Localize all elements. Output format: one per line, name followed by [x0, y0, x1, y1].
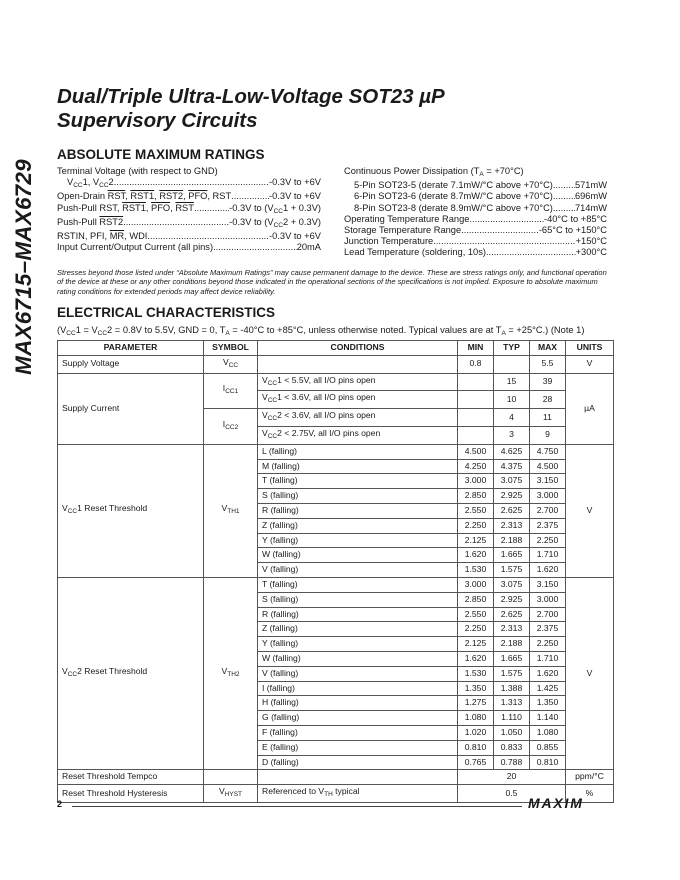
units-cell: ppm/°C — [566, 770, 614, 785]
cond-cell: S (falling) — [258, 489, 458, 504]
leader-dots — [553, 180, 575, 191]
cond-cell: E (falling) — [258, 740, 458, 755]
symbol-cell: $V_{HYST}$ — [204, 785, 258, 803]
min-cell — [458, 409, 494, 427]
rating-value: 571mW — [574, 180, 607, 191]
column-header: CONDITIONS — [258, 341, 458, 356]
cond-cell: R (falling) — [258, 607, 458, 622]
symbol-cell: $V_{TH2}$ — [204, 577, 258, 769]
max-cell: 4.500 — [530, 459, 566, 474]
table-row — [58, 444, 614, 459]
typ-cell: 10 — [494, 391, 530, 409]
units-cell: µA — [566, 373, 614, 444]
rating-value: -0.3V to $(V_{CC}2 + 0.3V)$ — [229, 216, 321, 229]
rating-label: RSTIN, PFI, $\overline{MR}$, WDI — [57, 231, 148, 242]
column-header: UNITS — [566, 341, 614, 356]
min-cell: 0.765 — [458, 755, 494, 770]
max-cell: 28 — [530, 391, 566, 409]
typ-cell: 2.313 — [494, 622, 530, 637]
typ-cell: 1.050 — [494, 725, 530, 740]
min-cell: 2.250 — [458, 518, 494, 533]
leader-dots — [433, 236, 575, 247]
column-header: MAX — [530, 341, 566, 356]
leader-dots — [231, 191, 269, 202]
min-cell — [458, 373, 494, 391]
max-cell: 11 — [530, 409, 566, 427]
rating-label: Junction Temperature — [344, 236, 434, 247]
ec-table — [57, 340, 614, 803]
cond-cell: I (falling) — [258, 681, 458, 696]
leader-dots — [469, 214, 544, 225]
max-cell: 1.710 — [530, 548, 566, 563]
max-cell: 4.750 — [530, 444, 566, 459]
table-row — [58, 577, 614, 592]
typ-cell: 0.788 — [494, 755, 530, 770]
cond-cell: $V_{CC}1 < 5.5V$, all I/O pins open — [258, 373, 458, 391]
param-cell: Supply Voltage — [58, 355, 204, 373]
min-cell: 3.000 — [458, 577, 494, 592]
amr-left-list — [57, 166, 321, 253]
rating-label: Operating Temperature Range — [344, 213, 470, 224]
right-rating-row — [344, 225, 607, 236]
cond-cell: Y (falling) — [258, 637, 458, 652]
typ-cell: 1.313 — [494, 696, 530, 711]
leader-dots — [553, 203, 575, 214]
min-cell: 4.500 — [458, 444, 494, 459]
rating-label: Terminal Voltage (with respect to GND) — [57, 166, 218, 176]
cond-cell: W (falling) — [258, 651, 458, 666]
ec-conditions: ($V_{CC}1 = V_{CC}2 = 0.8V$ to 5.5V, GND = 0, $T_A = -40^\circ C$ to +85°C, unless otherwise noted. Typical values are at $T_A = +25^\circ C$.) (Note 1) — [57, 325, 585, 337]
max-cell: 3.000 — [530, 489, 566, 504]
cond-cell: V (falling) — [258, 563, 458, 578]
cond-cell: $V_{CC}2 < 3.6V$, all I/O pins open — [258, 409, 458, 427]
typ-cell: 3.075 — [494, 577, 530, 592]
cond-cell: $V_{CC}1 < 3.6V$, all I/O pins open — [258, 391, 458, 409]
min-cell: 0.810 — [458, 740, 494, 755]
page-title — [57, 85, 445, 133]
typ-cell: 1.110 — [494, 711, 530, 726]
typ-cell: 2.313 — [494, 518, 530, 533]
max-cell: 2.375 — [530, 622, 566, 637]
ec-heading: ELECTRICAL CHARACTERISTICS — [57, 305, 276, 320]
typ-cell: 1.665 — [494, 651, 530, 666]
typ-cell: 15 — [494, 373, 530, 391]
typ-cell: 4.375 — [494, 459, 530, 474]
typ-cell: 0.5 — [458, 785, 566, 803]
min-cell: 1.080 — [458, 711, 494, 726]
rating-label: Push-Pull RST, RST1, $\overline{PFO}$, $\overline{RST}$ — [57, 202, 194, 213]
title-line-1: Dual/Triple Ultra-Low-Voltage SOT23 µP — [57, 85, 445, 108]
right-rating-row — [344, 203, 607, 214]
units-cell: V — [566, 577, 614, 769]
cond-cell: H (falling) — [258, 696, 458, 711]
min-cell: 2.125 — [458, 637, 494, 652]
rating-label: Storage Temperature Range — [344, 225, 462, 236]
rating-value: 696mW — [574, 191, 607, 202]
maxim-logo: MAXIM — [528, 795, 584, 811]
cond-cell: Y (falling) — [258, 533, 458, 548]
typ-cell: 1.665 — [494, 548, 530, 563]
symbol-cell: $I_{CC2}$ — [204, 409, 258, 445]
column-header: SYMBOL — [204, 341, 258, 356]
rating-value: -40°C to +85°C — [544, 213, 607, 224]
min-cell: 2.550 — [458, 503, 494, 518]
max-cell: 1.140 — [530, 711, 566, 726]
rating-value: +300°C — [575, 247, 607, 258]
min-cell — [458, 426, 494, 444]
min-cell: 2.850 — [458, 489, 494, 504]
leader-dots — [213, 242, 297, 253]
typ-cell — [494, 355, 530, 373]
min-cell: 1.620 — [458, 548, 494, 563]
cond-cell: W (falling) — [258, 548, 458, 563]
cond-cell: F (falling) — [258, 725, 458, 740]
max-cell: 3.000 — [530, 592, 566, 607]
symbol-cell — [204, 770, 258, 785]
cond-cell: Referenced to $V_{TH}$ typical — [258, 785, 458, 803]
max-cell: 3.150 — [530, 577, 566, 592]
min-cell: 4.250 — [458, 459, 494, 474]
cond-cell — [258, 355, 458, 373]
max-cell: 1.350 — [530, 696, 566, 711]
leader-dots — [486, 247, 576, 258]
typ-cell: 3 — [494, 426, 530, 444]
max-cell: 1.080 — [530, 725, 566, 740]
cond-cell: L (falling) — [258, 444, 458, 459]
typ-cell: 3.075 — [494, 474, 530, 489]
left-rating-row — [57, 177, 321, 191]
rating-label: Continuous Power Dissipation $(T_A = +70^\circ C)$ — [344, 166, 524, 178]
left-rating-row — [57, 217, 321, 231]
param-cell: Reset Threshold Tempco — [58, 770, 204, 785]
symbol-cell: $V_{CC}$ — [204, 355, 258, 373]
rating-label: Lead Temperature (soldering, 10s) — [344, 247, 486, 258]
min-cell: 1.530 — [458, 666, 494, 681]
cond-cell: Z (falling) — [258, 622, 458, 637]
cond-cell: T (falling) — [258, 577, 458, 592]
cond-cell: M (falling) — [258, 459, 458, 474]
table-row — [58, 770, 614, 785]
column-header: PARAMETER — [58, 341, 204, 356]
table-row — [58, 373, 614, 391]
cond-cell: Z (falling) — [258, 518, 458, 533]
stress-note: Stresses beyond those listed under “Absolute Maximum Ratings” may cause permanent damage to the device. These are stress ratings only, and functional operation of the device at these or any other conditions beyond those indicated in the operational sections of the specifications is not implied. Exposure to absolute maximum rating conditions for extended periods may affect device reliability. — [57, 268, 607, 296]
typ-cell: 2.925 — [494, 489, 530, 504]
cond-cell: G (falling) — [258, 711, 458, 726]
rating-value: 714mW — [574, 202, 607, 213]
units-cell: V — [566, 355, 614, 373]
right-rating-row — [344, 214, 607, 225]
max-cell: 9 — [530, 426, 566, 444]
typ-cell: 4 — [494, 409, 530, 427]
cond-cell: T (falling) — [258, 474, 458, 489]
min-cell: 2.250 — [458, 622, 494, 637]
typ-cell: 2.625 — [494, 607, 530, 622]
max-cell: 3.150 — [530, 474, 566, 489]
rating-label: 8-Pin SOT23-8 (derate 8.9mW/°C above +70°C) — [354, 202, 553, 213]
max-cell: 1.710 — [530, 651, 566, 666]
cond-cell: V (falling) — [258, 666, 458, 681]
leader-dots — [461, 225, 539, 236]
left-rating-row — [57, 166, 321, 177]
max-cell: 0.810 — [530, 755, 566, 770]
min-cell: 1.350 — [458, 681, 494, 696]
rating-value: -0.3V to +6V — [269, 191, 321, 202]
min-cell: 1.530 — [458, 563, 494, 578]
max-cell: 1.425 — [530, 681, 566, 696]
table-row — [58, 355, 614, 373]
min-cell: 1.620 — [458, 651, 494, 666]
min-cell — [458, 391, 494, 409]
amr-right-list — [344, 166, 607, 259]
max-cell: 5.5 — [530, 355, 566, 373]
right-rating-row — [344, 191, 607, 202]
right-rating-row — [344, 180, 607, 191]
typ-cell: 0.833 — [494, 740, 530, 755]
footer-rule — [72, 806, 522, 807]
param-cell: Supply Current — [58, 373, 204, 444]
cond-cell: D (falling) — [258, 755, 458, 770]
rating-label: Open-Drain $\overline{RST}$, RST1, RST2, $\overline{PFO}$, RST — [57, 191, 232, 202]
cond-cell — [258, 770, 458, 785]
min-cell: 1.275 — [458, 696, 494, 711]
rating-label: Input Current/Output Current (all pins) — [57, 242, 214, 253]
rating-label: $V_{CC}1$, $V_{CC}2$ — [67, 177, 114, 190]
left-rating-row — [57, 203, 321, 217]
leader-dots — [123, 217, 229, 231]
max-cell: 39 — [530, 373, 566, 391]
typ-cell: 2.188 — [494, 637, 530, 652]
left-rating-row — [57, 231, 321, 242]
max-cell: 2.700 — [530, 503, 566, 518]
min-cell: 3.000 — [458, 474, 494, 489]
min-cell: 0.8 — [458, 355, 494, 373]
title-line-2: Supervisory Circuits — [57, 109, 258, 132]
cond-cell: R (falling) — [258, 503, 458, 518]
rating-value: -65°C to +150°C — [538, 225, 607, 236]
typ-cell: 20 — [458, 770, 566, 785]
param-cell: $V_{CC}2$ Reset Threshold — [58, 577, 204, 769]
max-cell: 1.620 — [530, 563, 566, 578]
right-rating-row — [344, 166, 607, 180]
symbol-cell: $I_{CC1}$ — [204, 373, 258, 409]
max-cell: 2.700 — [530, 607, 566, 622]
min-cell: 2.125 — [458, 533, 494, 548]
rating-label: 6-Pin SOT23-6 (derate 8.7mW/°C above +70°C) — [354, 191, 553, 202]
typ-cell: 1.575 — [494, 666, 530, 681]
rating-label: Push-Pull RST2 — [57, 216, 124, 227]
amr-heading: ABSOLUTE MAXIMUM RATINGS — [57, 147, 265, 162]
units-cell: V — [566, 444, 614, 577]
column-header: MIN — [458, 341, 494, 356]
column-header: TYP — [494, 341, 530, 356]
typ-cell: 1.388 — [494, 681, 530, 696]
right-rating-row — [344, 247, 607, 258]
leader-dots — [114, 177, 269, 191]
units-cell: % — [566, 785, 614, 803]
typ-cell: 4.625 — [494, 444, 530, 459]
max-cell: 1.620 — [530, 666, 566, 681]
min-cell: 2.550 — [458, 607, 494, 622]
rating-label: 5-Pin SOT23-5 (derate 7.1mW/°C above +70°C) — [354, 180, 553, 191]
max-cell: 2.375 — [530, 518, 566, 533]
left-rating-row — [57, 242, 321, 253]
rating-value: +150°C — [575, 236, 607, 247]
param-cell: $V_{CC}1$ Reset Threshold — [58, 444, 204, 577]
page-number: 2 — [57, 799, 63, 809]
max-cell: 0.855 — [530, 740, 566, 755]
right-rating-row — [344, 236, 607, 247]
param-cell: Reset Threshold Hysteresis — [58, 785, 204, 803]
min-cell: 2.850 — [458, 592, 494, 607]
max-cell: 2.250 — [530, 533, 566, 548]
cond-cell: S (falling) — [258, 592, 458, 607]
rating-value: -0.3V to +6V — [269, 177, 321, 188]
leader-dots — [553, 191, 575, 202]
min-cell: 1.020 — [458, 725, 494, 740]
leader-dots — [147, 231, 269, 242]
typ-cell: 2.625 — [494, 503, 530, 518]
table-header-row — [58, 341, 614, 356]
rating-value: -0.3V to $(V_{CC}1 + 0.3V)$ — [229, 202, 321, 215]
symbol-cell: $V_{TH1}$ — [204, 444, 258, 577]
cond-cell: $V_{CC}2 < 2.75V$, all I/O pins open — [258, 426, 458, 444]
side-part-number: MAX6715–MAX6729 — [11, 159, 36, 375]
rating-value: 20mA — [296, 242, 321, 253]
typ-cell: 2.925 — [494, 592, 530, 607]
rating-value: -0.3V to +6V — [269, 231, 321, 242]
left-rating-row — [57, 191, 321, 202]
typ-cell: 1.575 — [494, 563, 530, 578]
max-cell: 2.250 — [530, 637, 566, 652]
typ-cell: 2.188 — [494, 533, 530, 548]
leader-dots — [194, 203, 229, 217]
